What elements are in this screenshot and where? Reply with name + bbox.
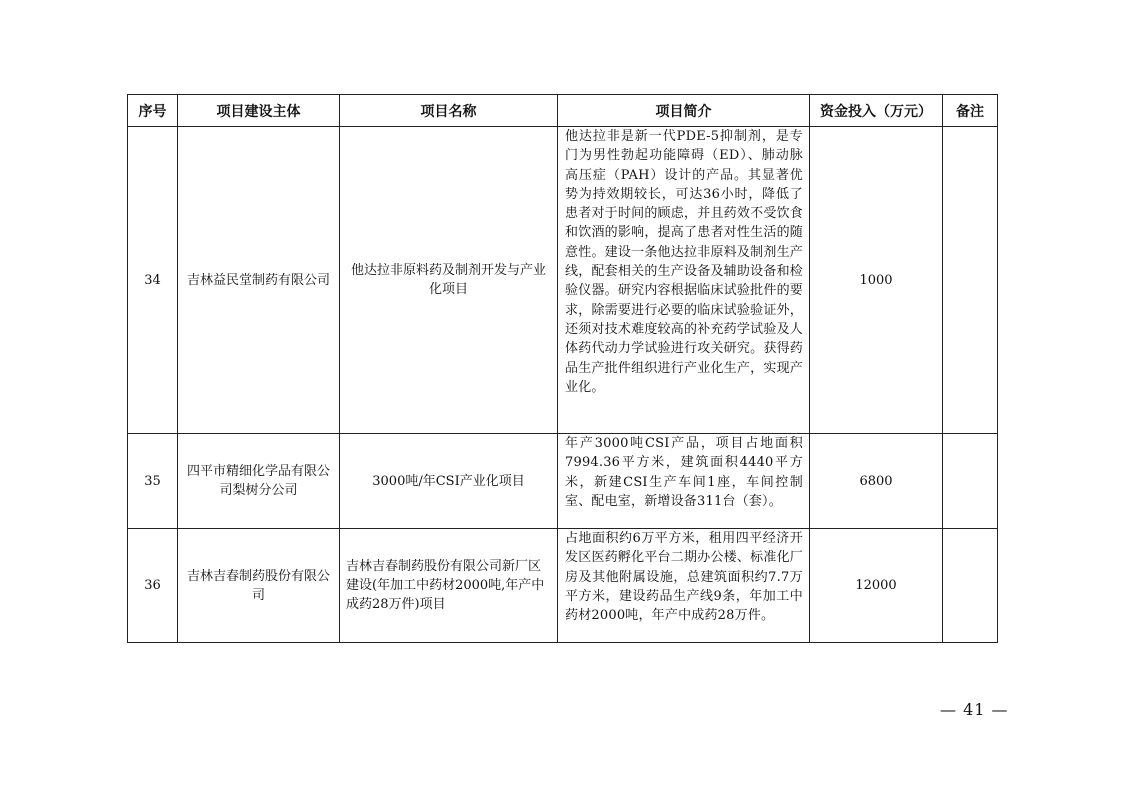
project-table [127,94,998,643]
row-remark [943,529,998,643]
header-no: 序号 [128,95,178,127]
table-row [128,127,998,434]
header-entity: 项目建设主体 [178,95,340,127]
row-remark [943,127,998,434]
header-intro: 项目简介 [558,95,810,127]
header-project: 项目名称 [340,95,558,127]
row-intro: 占地面积约6万平方米，租用四平经济开发区医药孵化平台二期办公楼、标准化厂房及其他附属设施，总建筑面积约7.7万平方米，建设药品生产线9条，年加工中药材2000吨，年产中成药28万件。 [558,529,810,643]
row-remark [943,434,998,529]
row-entity: 吉林益民堂制药有限公司 [178,127,340,434]
header-remark: 备注 [943,95,998,127]
row-entity: 四平市精细化学品有限公司梨树分公司 [178,434,340,529]
header-investment: 资金投入（万元） [810,95,943,127]
row-investment: 12000 [810,529,943,643]
row-no: 36 [128,529,178,643]
table-row [128,434,998,529]
row-no: 34 [128,127,178,434]
row-no: 35 [128,434,178,529]
row-investment: 6800 [810,434,943,529]
table-row [128,529,998,643]
row-project: 吉林吉春制药股份有限公司新厂区建设(年加工中药材2000吨,年产中成药28万件)项目 [340,529,558,643]
row-investment: 1000 [810,127,943,434]
row-intro: 年产3000吨CSI产品，项目占地面积7994.36平方米，建筑面积4440平方米，新建CSI生产车间1座，车间控制室、配电室，新增设备311台（套）。 [558,434,810,529]
row-project: 他达拉非原料药及制剂开发与产业化项目 [340,127,558,434]
table-header-row [128,95,998,127]
row-entity: 吉林吉春制药股份有限公司 [178,529,340,643]
page-number: — 41 — [940,700,1009,719]
row-intro: 他达拉非是新一代PDE-5抑制剂，是专门为男性勃起功能障碍（ED）、肺动脉高压症（PAH）设计的产品。其显著优势为持效期较长，可达36小时，降低了患者对于时间的顾虑，并且药效不受饮食和饮酒的影响，提高了患者对性生活的随意性。建设一条他达拉非原料及制剂生产线，配套相关的生产设备及辅助设备和检验仪器。研究内容根据临床试验批件的要求，除需要进行必要的临床试验验证外，还须对技术难度较高的补充药学试验及人体药代动力学试验进行攻关研究。获得药品生产批件组织进行产业化生产，实现产业化。 [558,127,810,434]
row-project: 3000吨/年CSI产业化项目 [340,434,558,529]
